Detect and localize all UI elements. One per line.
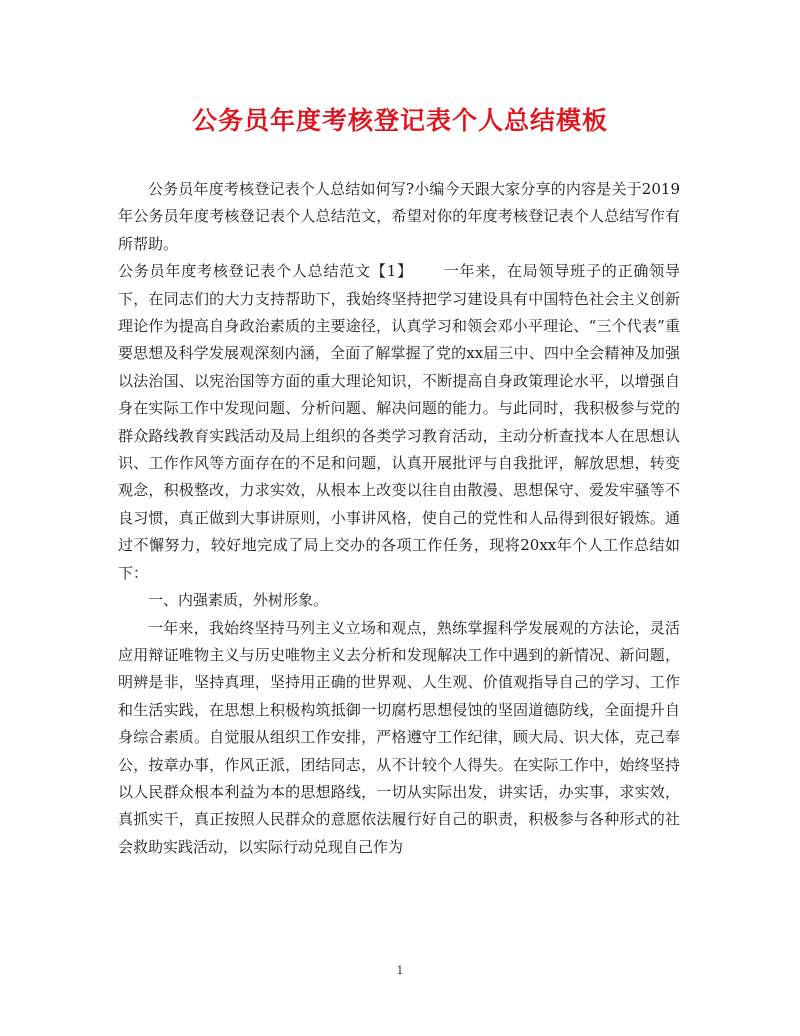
paragraph-1: 一年来，在局领导班子的正确领导下，在同志们的大力支持帮助下，我始终坚持把学习建设具有中国特色社会主义创新理论作为提高自身政治素质的主要途径，认真学习和领会邓小平理论、“三个代表”重要思想及科学发展观深刻内涵，全面了解掌握了党的xx届三中、四中全会精神及加强以法治国、以宪治国等方面的重大理论知识，不断提高自身政策理论水平，以增强自身在实际工作中发现问题、分析问题、解决问题的能力。与此同时，我积极参与党的群众路线教育实践活动及局上组织的各类学习教育活动，主动分析查找本人在思想认识、工作作风等方面存在的不足和问题，认真开展批评与自我批评，解放思想，转变观念，积极整改，力求实效，从根本上改变以往自由散漫、思想保守、爱发牢骚等不良习惯，真正做到大事讲原则，小事讲风格，使自己的党性和人品得到很好锻炼。通过不懈努力，较好地完成了局上交办的各项工作任务，现将20xx年个人工作总结如下： [118,262,680,582]
section-paragraph [118,258,680,587]
document-title: 公务员年度考核登记表个人总结模板 [191,106,608,135]
intro-paragraph: 公务员年度考核登记表个人总结如何写?小编今天跟大家分享的内容是关于2019年公务员年度考核登记表个人总结范文，希望对你的年度考核登记表个人总结写作有所帮助。 [118,180,680,253]
page-number: 1 [396,964,404,977]
heading-1: 一、内强素质，外树形象。 [148,591,329,610]
section-heading: 公务员年度考核登记表个人总结范文【1】 [118,262,413,281]
paragraph-2: 一年来，我始终坚持马列主义立场和观点，熟练掌握科学发展观的方法论，灵活应用辩证唯物主义与历史唯物主义去分析和发现解决工作中遇到的新情况、新问题，明辨是非，坚持真理，坚持用正确的世界观、人生观、价值观指导自己的学习、工作和生活实践，在思想上积极构筑抵御一切腐朽思想侵蚀的坚固道德防线，全面提升自身综合素质。自觉服从组织工作安排，严格遵守工作纪律，顾大局、识大体，克己奉公，按章办事，作风正派，团结同志，从不计较个人得失。在实际工作中，始终坚持以人民群众根本利益为本的思想路线，一切从实际出发，讲实话，办实事，求实效，真抓实干，真正按照人民群众的意愿依法履行好自己的职责，积极参与各种形式的社会救助实践活动，以实际行动兑现自己作为 [118,618,680,856]
document-body [118,176,680,861]
